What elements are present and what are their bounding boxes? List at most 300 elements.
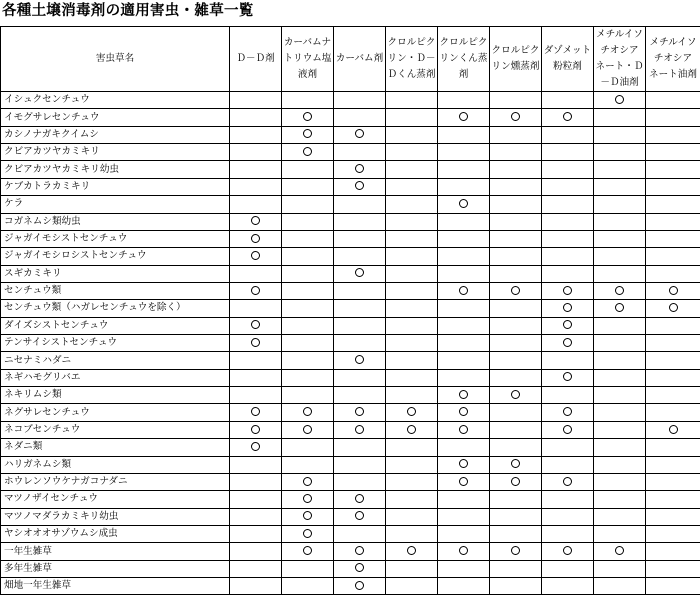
applicability-cell <box>594 473 646 490</box>
circle-mark-icon <box>511 112 520 121</box>
applicability-cell <box>438 578 490 595</box>
circle-mark-icon <box>303 511 312 520</box>
circle-mark-icon <box>459 407 468 416</box>
applicability-cell <box>230 473 282 490</box>
applicability-cell <box>282 92 334 109</box>
table-row <box>1 560 700 577</box>
column-header-line: メチルイソ <box>594 27 645 43</box>
column-header <box>282 27 334 92</box>
applicability-cell <box>334 265 386 282</box>
applicability-cell <box>542 439 594 456</box>
pest-name-cell: ケラ <box>1 196 230 213</box>
applicability-cell <box>646 456 700 473</box>
applicability-cell <box>490 317 542 334</box>
column-header-line: ネート・Ｄ <box>594 59 645 75</box>
circle-mark-icon <box>303 494 312 503</box>
applicability-cell <box>646 300 700 317</box>
applicability-cell <box>646 213 700 230</box>
applicability-cell <box>490 421 542 438</box>
applicability-cell <box>646 578 700 595</box>
circle-mark-icon <box>251 407 260 416</box>
applicability-cell <box>542 491 594 508</box>
circle-mark-icon <box>303 147 312 156</box>
applicability-cell <box>542 369 594 386</box>
applicability-cell <box>230 578 282 595</box>
circle-mark-icon <box>563 303 572 312</box>
applicability-cell <box>438 265 490 282</box>
applicability-cell <box>438 387 490 404</box>
applicability-cell <box>542 109 594 126</box>
applicability-cell <box>282 456 334 473</box>
applicability-cell <box>230 560 282 577</box>
table-row <box>1 92 700 109</box>
applicability-cell <box>386 144 438 161</box>
applicability-cell <box>334 387 386 404</box>
applicability-cell <box>594 300 646 317</box>
pest-name-cell: ジャガイモシロシストセンチュウ <box>1 248 230 265</box>
applicability-cell <box>438 352 490 369</box>
column-header-line: カーバムナ <box>282 35 333 51</box>
applicability-cell <box>386 161 438 178</box>
applicability-cell <box>542 578 594 595</box>
applicability-cell <box>334 300 386 317</box>
applicability-cell <box>282 525 334 542</box>
applicability-cell <box>594 196 646 213</box>
table-row <box>1 543 700 560</box>
applicability-cell <box>542 387 594 404</box>
table-row <box>1 178 700 195</box>
applicability-cell <box>490 404 542 421</box>
applicability-cell <box>386 317 438 334</box>
applicability-cell <box>594 439 646 456</box>
column-header-line: 剤 <box>438 67 489 83</box>
pest-name-cell: イシュクセンチュウ <box>1 92 230 109</box>
applicability-cell <box>542 213 594 230</box>
circle-mark-icon <box>355 511 364 520</box>
applicability-cell <box>594 109 646 126</box>
applicability-cell <box>386 109 438 126</box>
applicability-cell <box>646 491 700 508</box>
applicability-cell <box>386 126 438 143</box>
circle-mark-icon <box>459 546 468 555</box>
circle-mark-icon <box>563 407 572 416</box>
pest-name-cell: イモグサレセンチュウ <box>1 109 230 126</box>
pest-name-cell: マツノマダラカミキリ幼虫 <box>1 508 230 525</box>
applicability-cell <box>542 196 594 213</box>
applicability-cell <box>490 144 542 161</box>
applicability-cell <box>334 144 386 161</box>
column-header <box>542 27 594 92</box>
applicability-cell <box>282 178 334 195</box>
column-header-line: リンくん蒸 <box>438 51 489 67</box>
column-header-line: 液剤 <box>282 67 333 83</box>
column-header-line: トリウム塩 <box>282 51 333 67</box>
table-row <box>1 491 700 508</box>
table-row <box>1 421 700 438</box>
circle-mark-icon <box>355 164 364 173</box>
applicability-cell <box>646 248 700 265</box>
applicability-cell <box>594 543 646 560</box>
applicability-cell <box>386 248 438 265</box>
applicability-cell <box>334 196 386 213</box>
applicability-cell <box>542 300 594 317</box>
circle-mark-icon <box>615 286 624 295</box>
applicability-cell <box>594 282 646 299</box>
applicability-cell <box>230 491 282 508</box>
circle-mark-icon <box>303 112 312 121</box>
table-row <box>1 144 700 161</box>
column-header-line: Ｄ－Ｄ剤 <box>230 51 281 67</box>
circle-mark-icon <box>251 216 260 225</box>
applicability-cell <box>490 196 542 213</box>
table-row <box>1 126 700 143</box>
applicability-cell <box>386 369 438 386</box>
applicability-cell <box>282 144 334 161</box>
applicability-cell <box>282 369 334 386</box>
applicability-cell <box>230 335 282 352</box>
applicability-cell <box>282 317 334 334</box>
applicability-cell <box>646 161 700 178</box>
applicability-cell <box>594 126 646 143</box>
circle-mark-icon <box>563 477 572 486</box>
applicability-cell <box>438 317 490 334</box>
column-header-line: 粉粒剤 <box>542 59 593 75</box>
circle-mark-icon <box>459 477 468 486</box>
applicability-cell <box>282 421 334 438</box>
pest-name-cell: コガネムシ類幼虫 <box>1 213 230 230</box>
applicability-cell <box>542 317 594 334</box>
applicability-cell <box>646 543 700 560</box>
circle-mark-icon <box>251 251 260 260</box>
applicability-cell <box>438 491 490 508</box>
circle-mark-icon <box>563 112 572 121</box>
applicability-cell <box>334 178 386 195</box>
applicability-cell <box>386 439 438 456</box>
applicability-cell <box>594 161 646 178</box>
circle-mark-icon <box>355 129 364 138</box>
applicability-cell <box>230 178 282 195</box>
circle-mark-icon <box>355 268 364 277</box>
applicability-cell <box>542 335 594 352</box>
circle-mark-icon <box>669 303 678 312</box>
applicability-cell <box>594 317 646 334</box>
applicability-cell <box>594 248 646 265</box>
applicability-cell <box>282 578 334 595</box>
applicability-cell <box>230 213 282 230</box>
applicability-cell <box>334 161 386 178</box>
applicability-cell <box>230 300 282 317</box>
table-row <box>1 508 700 525</box>
applicability-cell <box>646 508 700 525</box>
applicability-cell <box>438 335 490 352</box>
applicability-cell <box>230 421 282 438</box>
applicability-cell <box>594 560 646 577</box>
applicability-cell <box>490 92 542 109</box>
pesticide-table <box>0 26 700 595</box>
applicability-cell <box>438 525 490 542</box>
applicability-cell <box>438 404 490 421</box>
table-row <box>1 369 700 386</box>
applicability-cell <box>646 144 700 161</box>
applicability-cell <box>230 439 282 456</box>
applicability-cell <box>230 92 282 109</box>
table-row <box>1 525 700 542</box>
circle-mark-icon <box>511 477 520 486</box>
column-header-line: リン燻蒸剤 <box>490 59 541 75</box>
applicability-cell <box>594 144 646 161</box>
circle-mark-icon <box>407 407 416 416</box>
applicability-cell <box>542 282 594 299</box>
applicability-cell <box>230 126 282 143</box>
pest-name-cell: ジャガイモシストセンチュウ <box>1 230 230 247</box>
circle-mark-icon <box>459 112 468 121</box>
applicability-cell <box>386 525 438 542</box>
applicability-cell <box>438 144 490 161</box>
pest-name-cell: ネギハモグリバエ <box>1 369 230 386</box>
applicability-cell <box>386 491 438 508</box>
applicability-cell <box>594 421 646 438</box>
column-header-line: チオシア <box>646 51 700 67</box>
column-header-line: チオシア <box>594 43 645 59</box>
applicability-cell <box>646 178 700 195</box>
pest-name-cell: ネグサレセンチュウ <box>1 404 230 421</box>
column-header <box>646 27 700 92</box>
applicability-cell <box>230 196 282 213</box>
applicability-cell <box>490 126 542 143</box>
applicability-cell <box>386 560 438 577</box>
circle-mark-icon <box>615 546 624 555</box>
applicability-cell <box>334 578 386 595</box>
applicability-cell <box>594 352 646 369</box>
applicability-cell <box>438 282 490 299</box>
circle-mark-icon <box>303 425 312 434</box>
circle-mark-icon <box>303 529 312 538</box>
circle-mark-icon <box>511 546 520 555</box>
pest-name-cell: センチュウ類 <box>1 282 230 299</box>
applicability-cell <box>490 352 542 369</box>
circle-mark-icon <box>303 477 312 486</box>
applicability-cell <box>646 265 700 282</box>
applicability-cell <box>282 387 334 404</box>
table-row <box>1 109 700 126</box>
applicability-cell <box>282 404 334 421</box>
applicability-cell <box>282 473 334 490</box>
circle-mark-icon <box>669 425 678 434</box>
applicability-cell <box>334 282 386 299</box>
applicability-cell <box>646 525 700 542</box>
applicability-cell <box>334 404 386 421</box>
circle-mark-icon <box>303 546 312 555</box>
applicability-cell <box>438 421 490 438</box>
applicability-cell <box>490 525 542 542</box>
applicability-cell <box>646 560 700 577</box>
applicability-cell <box>490 508 542 525</box>
applicability-cell <box>646 230 700 247</box>
applicability-cell <box>386 421 438 438</box>
applicability-cell <box>594 404 646 421</box>
circle-mark-icon <box>459 425 468 434</box>
circle-mark-icon <box>459 286 468 295</box>
circle-mark-icon <box>459 199 468 208</box>
applicability-cell <box>282 300 334 317</box>
applicability-cell <box>646 352 700 369</box>
applicability-cell <box>646 473 700 490</box>
applicability-cell <box>438 560 490 577</box>
applicability-cell <box>646 404 700 421</box>
applicability-cell <box>438 178 490 195</box>
applicability-cell <box>646 439 700 456</box>
column-header-line: クロルピク <box>438 35 489 51</box>
circle-mark-icon <box>355 355 364 364</box>
table-row <box>1 230 700 247</box>
table-body <box>1 92 700 595</box>
applicability-cell <box>490 543 542 560</box>
applicability-cell <box>542 473 594 490</box>
applicability-cell <box>490 473 542 490</box>
circle-mark-icon <box>355 563 364 572</box>
applicability-cell <box>282 230 334 247</box>
applicability-cell <box>230 282 282 299</box>
applicability-cell <box>542 178 594 195</box>
applicability-cell <box>490 178 542 195</box>
applicability-cell <box>282 439 334 456</box>
circle-mark-icon <box>407 425 416 434</box>
applicability-cell <box>490 282 542 299</box>
applicability-cell <box>334 335 386 352</box>
circle-mark-icon <box>563 372 572 381</box>
applicability-cell <box>386 265 438 282</box>
applicability-cell <box>646 421 700 438</box>
applicability-cell <box>646 126 700 143</box>
circle-mark-icon <box>563 546 572 555</box>
applicability-cell <box>490 265 542 282</box>
applicability-cell <box>230 144 282 161</box>
applicability-cell <box>334 525 386 542</box>
applicability-cell <box>542 92 594 109</box>
applicability-cell <box>490 560 542 577</box>
applicability-cell <box>646 109 700 126</box>
circle-mark-icon <box>511 390 520 399</box>
circle-mark-icon <box>251 442 260 451</box>
applicability-cell <box>490 230 542 247</box>
applicability-cell <box>334 473 386 490</box>
applicability-cell <box>542 543 594 560</box>
circle-mark-icon <box>563 286 572 295</box>
applicability-cell <box>230 230 282 247</box>
column-header-line: Ｄくん蒸剤 <box>386 67 437 83</box>
applicability-cell <box>334 508 386 525</box>
applicability-cell <box>490 161 542 178</box>
applicability-cell <box>386 578 438 595</box>
pest-name-cell: 畑地一年生雑草 <box>1 578 230 595</box>
applicability-cell <box>282 352 334 369</box>
applicability-cell <box>594 525 646 542</box>
applicability-cell <box>594 92 646 109</box>
circle-mark-icon <box>355 494 364 503</box>
table-row <box>1 317 700 334</box>
pest-name-cell: ケブカトラカミキリ <box>1 178 230 195</box>
pest-name-cell: ネコブセンチュウ <box>1 421 230 438</box>
table-row <box>1 196 700 213</box>
pest-name-cell: ダイズシストセンチュウ <box>1 317 230 334</box>
applicability-cell <box>438 508 490 525</box>
table-row <box>1 439 700 456</box>
applicability-cell <box>386 282 438 299</box>
table-row <box>1 282 700 299</box>
column-header-line: ネート油剤 <box>646 67 700 83</box>
applicability-cell <box>334 456 386 473</box>
applicability-cell <box>386 213 438 230</box>
column-header-pest-name: 害虫草名 <box>1 27 230 92</box>
applicability-cell <box>334 491 386 508</box>
applicability-cell <box>438 543 490 560</box>
circle-mark-icon <box>615 303 624 312</box>
circle-mark-icon <box>511 459 520 468</box>
applicability-cell <box>594 178 646 195</box>
applicability-cell <box>230 265 282 282</box>
table-row <box>1 248 700 265</box>
applicability-cell <box>386 335 438 352</box>
applicability-cell <box>438 473 490 490</box>
column-header <box>334 27 386 92</box>
applicability-cell <box>230 161 282 178</box>
pest-name-cell: クビアカツヤカミキリ幼虫 <box>1 161 230 178</box>
applicability-cell <box>230 317 282 334</box>
circle-mark-icon <box>251 286 260 295</box>
circle-mark-icon <box>615 95 624 104</box>
applicability-cell <box>542 230 594 247</box>
applicability-cell <box>438 109 490 126</box>
pest-name-cell: カシノナガキクイムシ <box>1 126 230 143</box>
applicability-cell <box>438 161 490 178</box>
applicability-cell <box>282 213 334 230</box>
applicability-cell <box>490 578 542 595</box>
applicability-cell <box>542 508 594 525</box>
applicability-cell <box>334 560 386 577</box>
applicability-cell <box>646 369 700 386</box>
applicability-cell <box>542 456 594 473</box>
table-row <box>1 578 700 595</box>
pest-name-cell: ヤシオオオサゾウムシ成虫 <box>1 525 230 542</box>
applicability-cell <box>334 369 386 386</box>
column-header-line: クロルピク <box>490 43 541 59</box>
applicability-cell <box>542 404 594 421</box>
applicability-cell <box>386 404 438 421</box>
applicability-cell <box>594 230 646 247</box>
applicability-cell <box>386 300 438 317</box>
applicability-cell <box>386 543 438 560</box>
applicability-cell <box>282 265 334 282</box>
applicability-cell <box>230 369 282 386</box>
pest-name-cell: クビアカツヤカミキリ <box>1 144 230 161</box>
applicability-cell <box>282 196 334 213</box>
applicability-cell <box>594 369 646 386</box>
pest-name-cell: 一年生雑草 <box>1 543 230 560</box>
applicability-cell <box>230 404 282 421</box>
applicability-cell <box>542 421 594 438</box>
applicability-cell <box>438 248 490 265</box>
applicability-cell <box>334 213 386 230</box>
applicability-cell <box>438 439 490 456</box>
applicability-cell <box>594 578 646 595</box>
column-header-line: ダゾメット <box>542 43 593 59</box>
applicability-cell <box>230 109 282 126</box>
applicability-cell <box>230 508 282 525</box>
circle-mark-icon <box>459 390 468 399</box>
column-header <box>386 27 438 92</box>
circle-mark-icon <box>563 320 572 329</box>
applicability-cell <box>594 491 646 508</box>
